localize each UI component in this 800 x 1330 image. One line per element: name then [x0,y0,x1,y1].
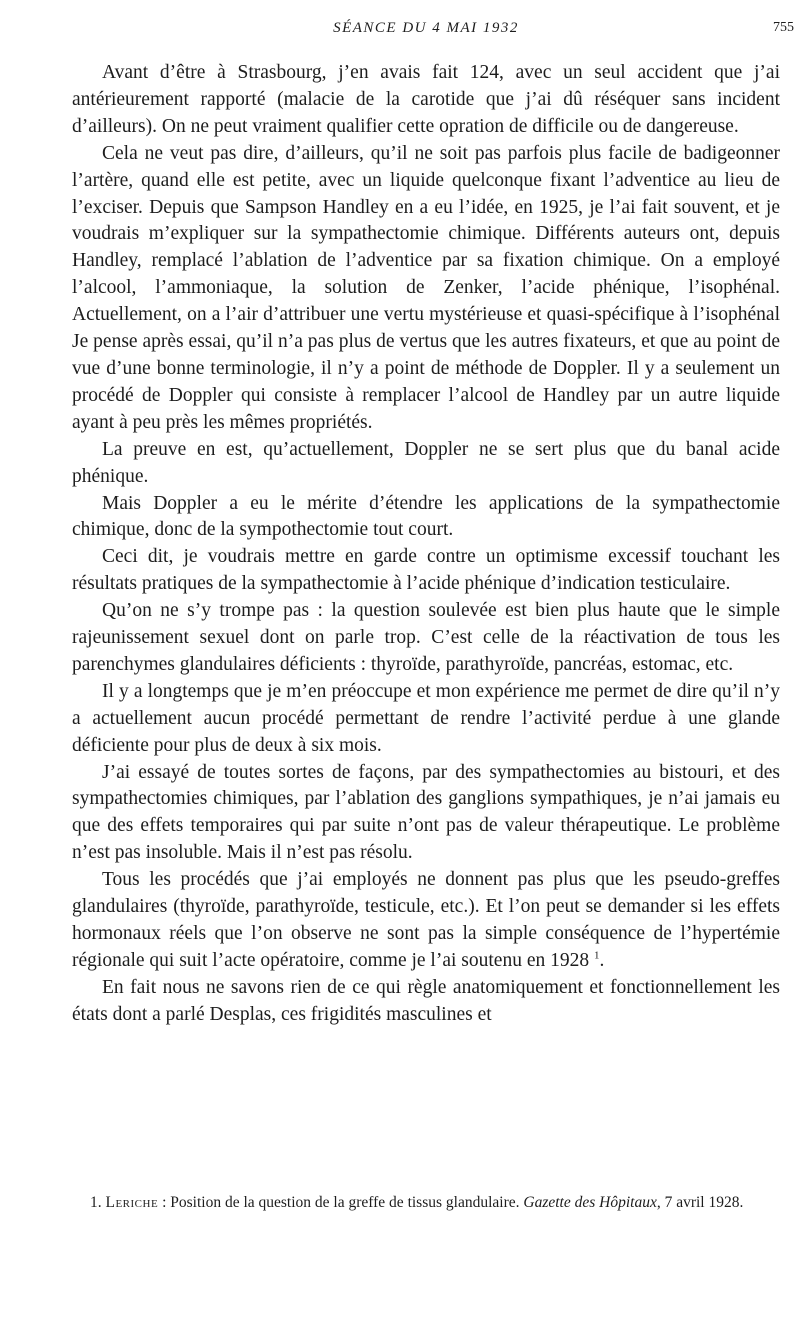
paragraph-with-footnote: Tous les procédés que j’ai employés ne donnent pas plus que les pseudo-greffes glandulaires (thyroïde, parathyroïde, testicule, etc.). Et l’on peut se demander si les effets hormonaux réels que l’on observe ne sont pas la simple conséquence de l’hypertémie régionale qui suit l’acte opératoire, comme je l’ai soutenu en 1928 $^1$. [72,869,780,971]
footnote [72,1192,780,1214]
running-title: SÉANCE DU 4 MAI 1932 [333,20,519,36]
footnote-number: 1. [90,1194,102,1211]
footnote-marker: 1 [594,949,600,962]
paragraph: Cela ne veut pas dire, d’ailleurs, qu’il ne soit pas parfois plus facile de badigeonner l’artère, quand elle est petite, avec un liquide quelconque fixant l’adventice au lieu de l’exciser. Depuis que Sampson Handley en a eu l’idée, en 1925, je l’ai fait souvent, et je voudrais m’expliquer sur la sympathectomie chimique. Différents auteurs ont, depuis Handley, remplacé l’ablation de l’adventice par sa fixation chimique. On a employé l’alcool, l’ammoniaque, la solution de Zenker, l’acide phénique, l’isophénal. Actuellement, on a l’air d’attribuer une vertu mystérieuse et quasi-spécifique à l’isophénal Je pense après essai, qu’il n’a pas plus de vertus que les autres fixateurs, et que au point de vue d’une bonne terminologie, il n’y a point de méthode de Doppler. Il y a seulement un procédé de Doppler qui consiste à remplacer l’alcool de Handley par un autre liquide ayant à peu près les mêmes propriétés. [72,142,780,433]
running-head [72,20,794,40]
paragraph: Avant d’être à Strasbourg, j’en avais fait 124, avec un seul accident que j’ai antérieurement rapporté (malacie de la carotide que j’ai dû réséquer sans incident d’ailleurs). On ne peut vraiment qualifier cette opration de difficile ou de dangereuse. [72,62,780,137]
footnote-author: Leriche [105,1194,159,1211]
paragraph: Ceci dit, je voudrais mettre en garde contre un optimisme excessif touchant les résultats pratiques de la sympathectomie à l’acide phénique d’indication testiculaire. [72,546,780,595]
footnote-text: : Position de la question de la greffe de tissus glandulaire. [158,1194,524,1211]
paragraph: La preuve en est, qu’actuellement, Doppler ne se sert plus que du banal acide phénique. [72,438,780,487]
paragraph: En fait nous ne savons rien de ce qui règle anatomiquement et fonctionnellement les états dont a parlé Desplas, ces frigidités masculines et [72,976,780,1025]
paragraph-text: Tous les procédés que j’ai employés ne donnent pas plus que les pseudo-greffes glandulaires (thyroïde, parathyroïde, testicule, etc.). Et l’on peut se demander si les effets hormonaux réels que l’on observe ne sont pas la simple conséquence de l’hypertémie régionale qui suit l’acte opératoire, comme je l’ai soutenu en 1928 [72,869,780,971]
footnote-journal: Gazette des Hôpitaux [523,1194,657,1211]
footnote-date: , 7 avril 1928. [656,1194,744,1211]
footnotes [72,1192,780,1214]
paragraph: J’ai essayé de toutes sortes de façons, par des sympathectomies au bistouri, et des sympathectomies chimiques, par l’ablation des ganglions sympathiques, je n’ai jamais eu que des effets temporaires qui par suite n’ont pas de valeur thérapeutique. Le problème n’est pas insoluble. Mais il n’est pas résolu. [72,761,780,864]
paragraph: Il y a longtemps que je m’en préoccupe et mon expérience me permet de dire qu’il n’y a actuellement aucun procédé permettant de rendre l’activité perdue à une glande déficiente pour plus de deux à six mois. [72,680,780,756]
body-text [72,60,780,1029]
paragraph: Qu’on ne s’y trompe pas : la question soulevée est bien plus haute que le simple rajeunissement sexuel dont on parle trop. C’est celle de la réactivation de tous les parenchymes glandulaires déficients : thyroïde, parathyroïde, pancréas, estomac, etc. [72,600,780,675]
document-page [72,0,794,1330]
paragraph: Mais Doppler a eu le mérite d’étendre les applications de la sympathectomie chimique, donc de la sympothectomie tout court. [72,492,780,541]
page-number: 755 [773,20,794,35]
